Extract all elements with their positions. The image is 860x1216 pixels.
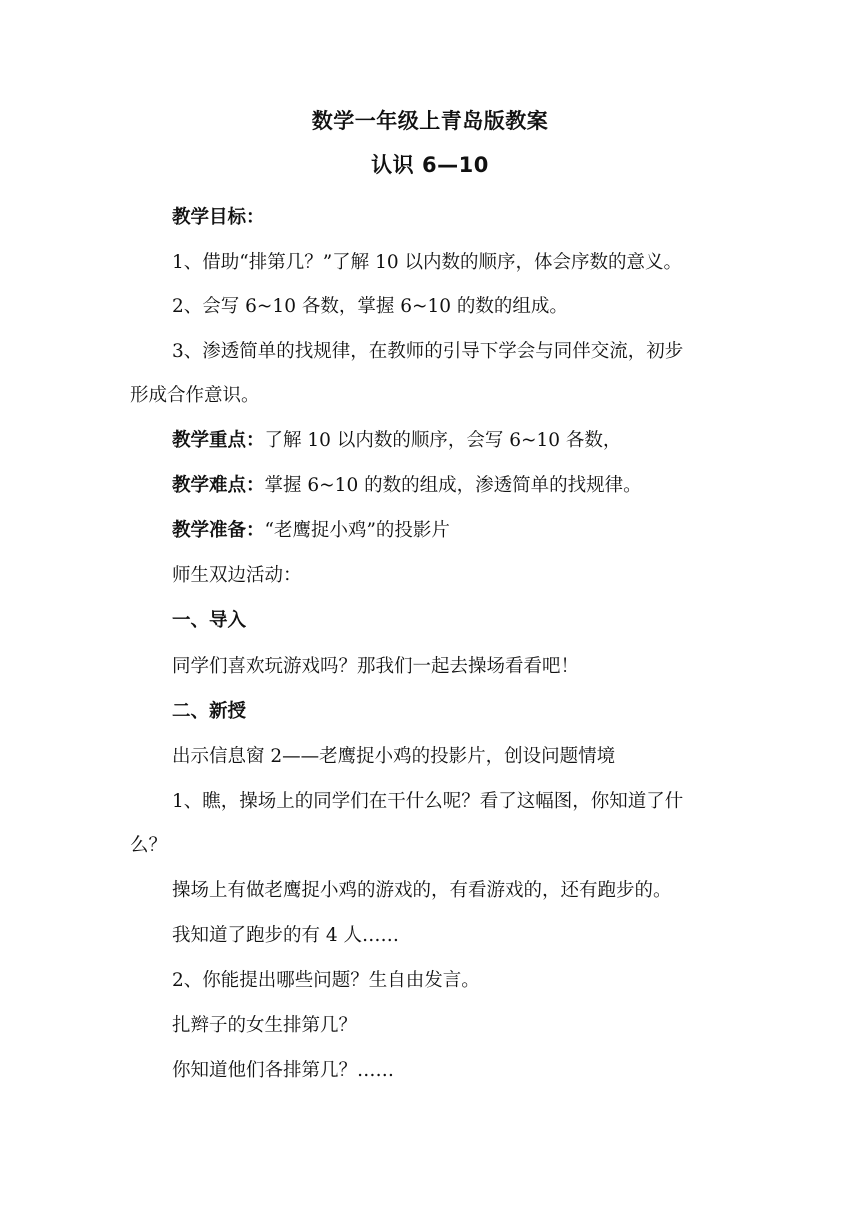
question-2: 2、你能提出哪些问题？生自由发言。 bbox=[172, 970, 480, 991]
section-new-heading: 二、新授 bbox=[172, 701, 247, 722]
answer-3: 扎辫子的女生排第几？ bbox=[172, 1015, 358, 1036]
key-point-text: 了解 10 以内数的顺序，会写 6~10 各数， bbox=[264, 430, 622, 451]
document-subtitle: 认识 6—10 bbox=[371, 153, 489, 177]
answer-1: 操场上有做老鹰捉小鸡的游戏的，有看游戏的，还有跑步的。 bbox=[172, 880, 672, 901]
key-point-label: 教学重点： bbox=[172, 430, 265, 451]
objective-3-line-1: 3、渗透简单的找规律，在教师的引导下学会与同伴交流，初步 bbox=[172, 341, 684, 362]
question-1-line-1: 1、瞧，操场上的同学们在干什么呢？看了这幅图，你知道了什 bbox=[172, 791, 684, 812]
preparation-label: 教学准备： bbox=[172, 520, 265, 541]
answer-2: 我知道了跑步的有 4 人…… bbox=[172, 925, 400, 946]
difficulty bbox=[172, 471, 732, 501]
preparation-text: “老鹰捉小鸡”的投影片 bbox=[264, 520, 450, 541]
objective-2: 2、会写 6~10 各数，掌握 6~10 的数的组成。 bbox=[172, 296, 568, 317]
objective-3-line-2: 形成合作意识。 bbox=[130, 385, 260, 406]
objective-1: 1、借助“排第几？”了解 10 以内数的顺序，体会序数的意义。 bbox=[172, 252, 682, 273]
difficulty-label: 教学难点： bbox=[172, 475, 265, 496]
document-title: 数学一年级上青岛版教案 bbox=[311, 109, 549, 133]
answer-4: 你知道他们各排第几？…… bbox=[172, 1060, 395, 1081]
question-1-line-2: 么？ bbox=[130, 835, 168, 856]
preparation bbox=[172, 516, 732, 546]
key-point bbox=[172, 426, 732, 456]
section-intro-heading: 一、导入 bbox=[172, 610, 247, 631]
objectives-heading: 教学目标： bbox=[172, 207, 265, 228]
new-lesson-text: 出示信息窗 2——老鹰捉小鸡的投影片，创设问题情境 bbox=[172, 746, 616, 767]
activities-heading: 师生双边活动： bbox=[172, 565, 302, 586]
intro-text: 同学们喜欢玩游戏吗？那我们一起去操场看看吧！ bbox=[172, 656, 580, 677]
difficulty-text: 掌握 6~10 的数的组成，渗透简单的找规律。 bbox=[264, 475, 642, 496]
